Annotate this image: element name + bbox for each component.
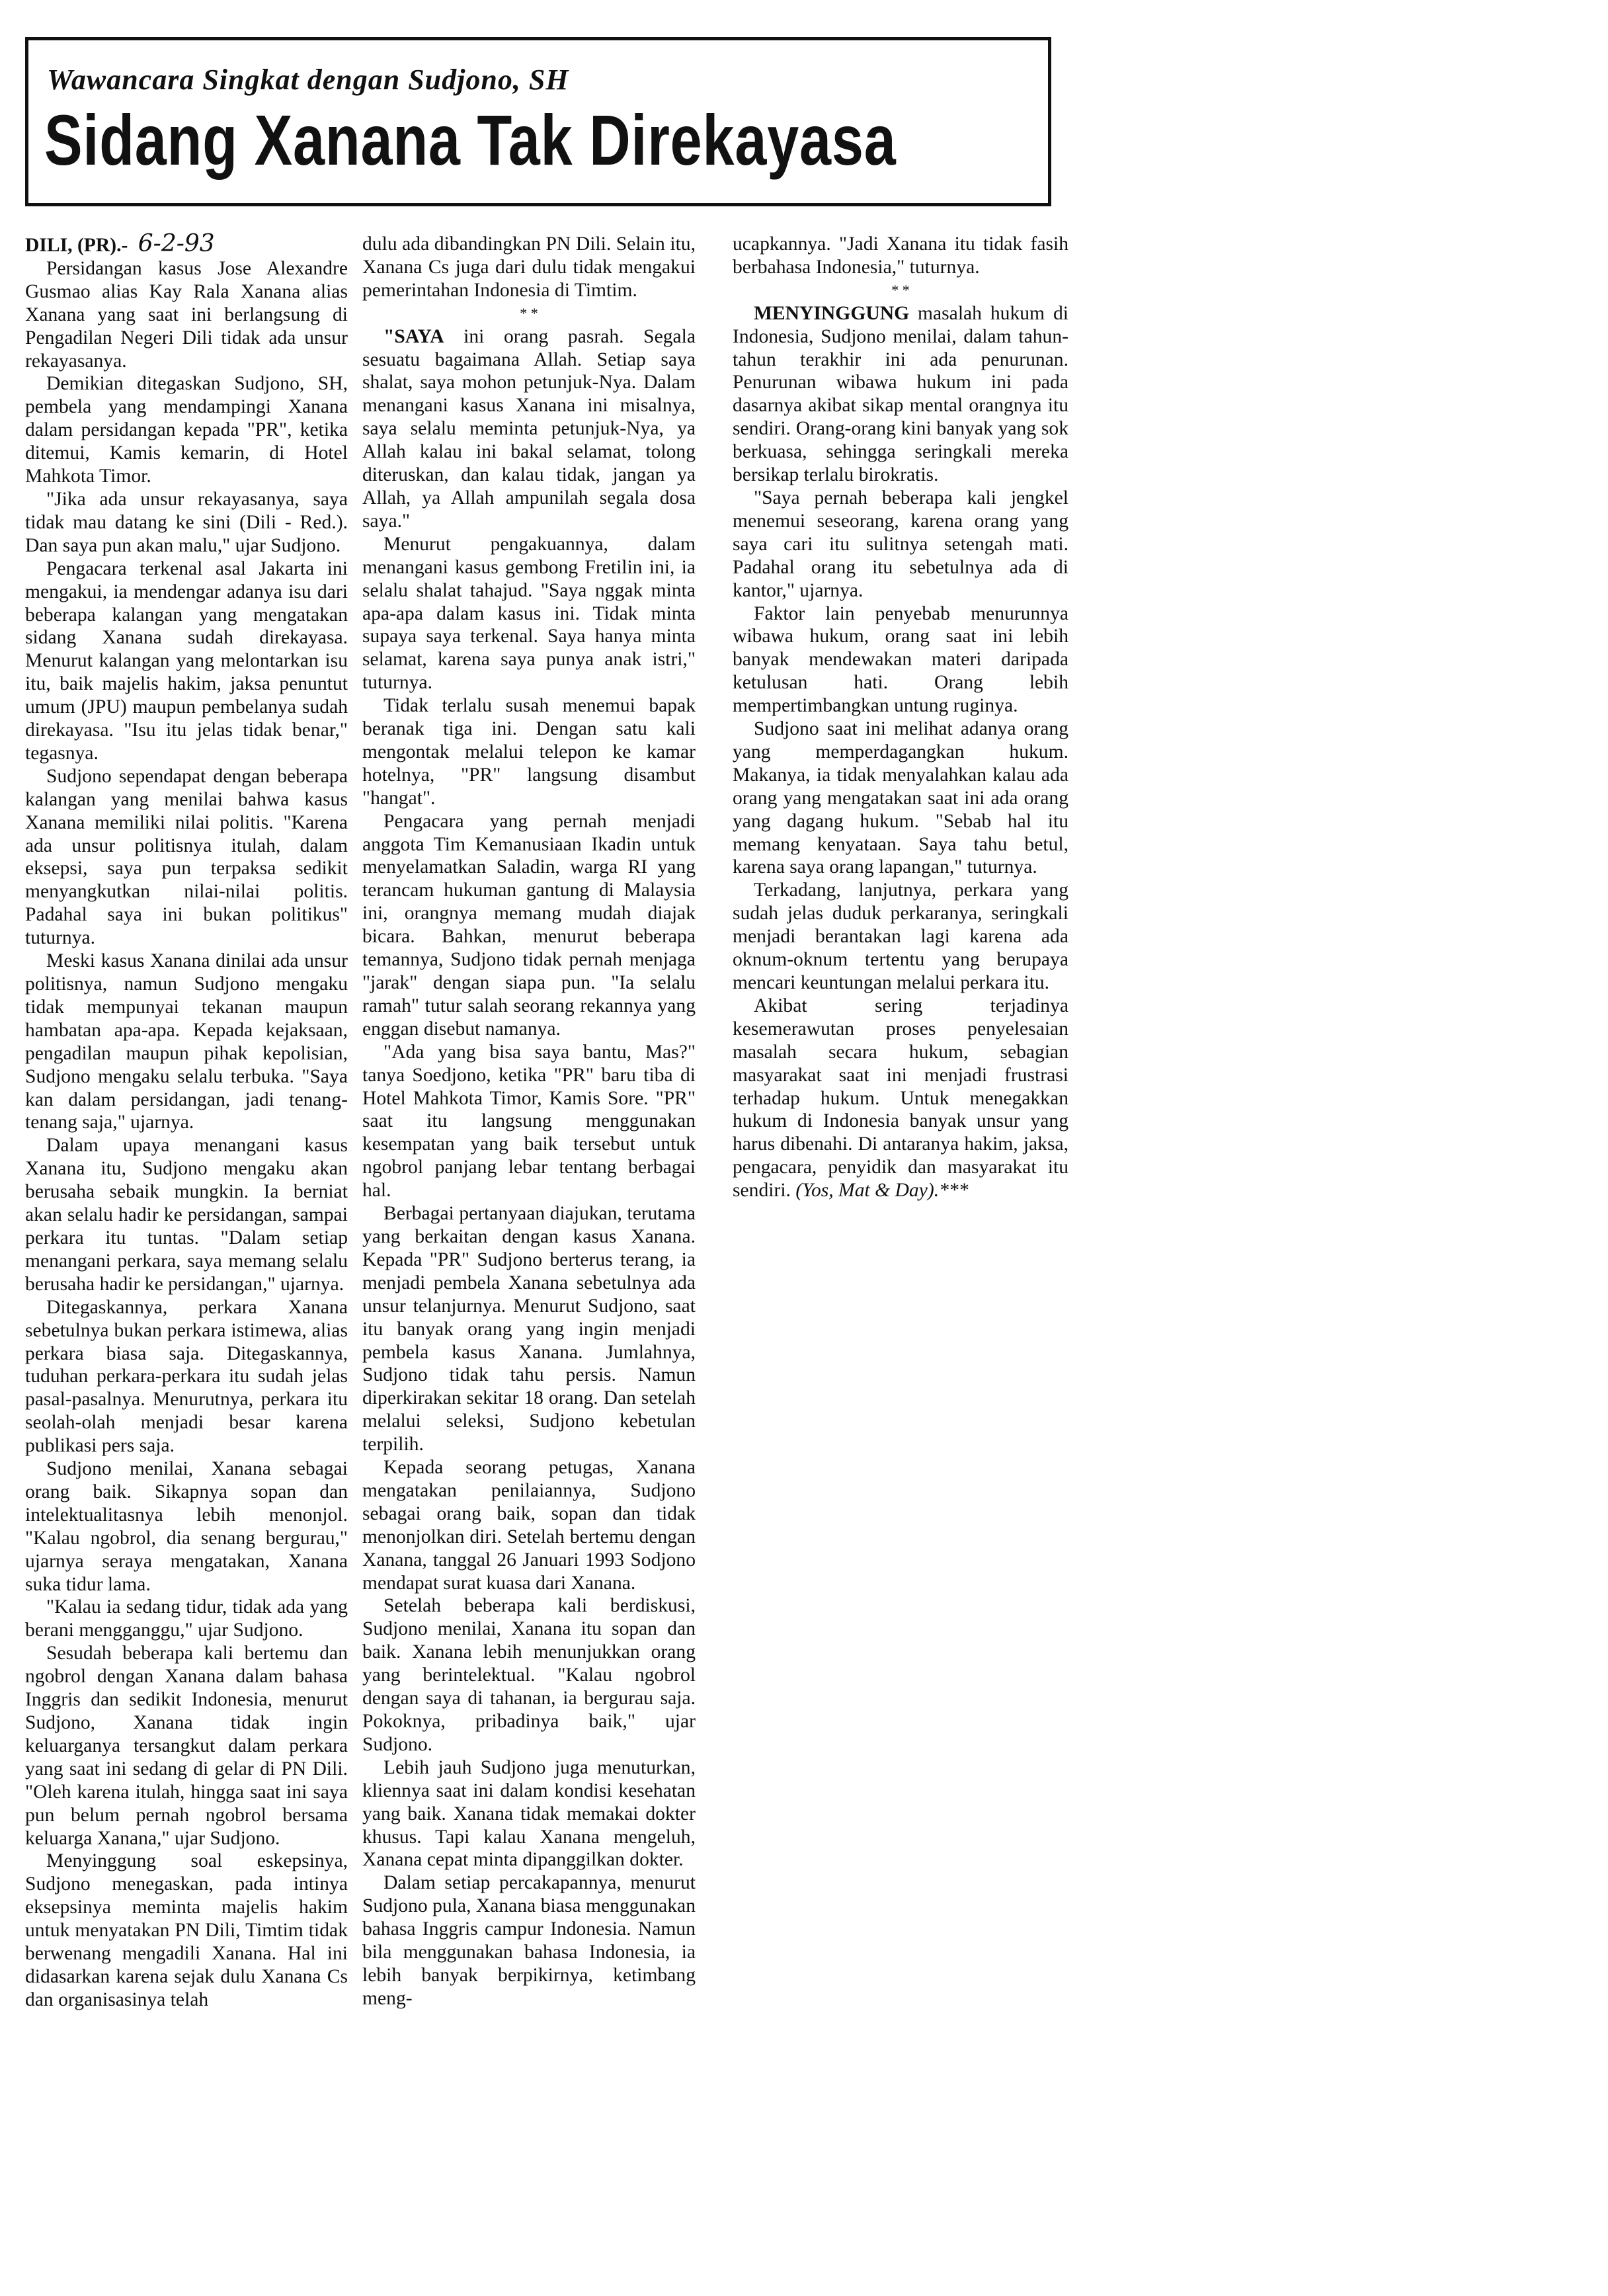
lead-text: ini orang pasrah. Segala sesuatu bagaimana Allah. Setiap saya shalat, saya mohon petunjuk-Nya. Dalam menangani kasus Xanana ini misalnya, saya selalu meminta petunjuk-Nya, ya Allah kalau ini bakal selamat, tolong diteruskan, dan kalau tidak, jangan ya Allah, ya Allah ampunilah segala dosa saya.": [362, 325, 696, 532]
article-column-1: [25, 230, 348, 2012]
article-paragraph: Menurut pengakuannya, dalam menangani kasus gembong Fretilin ini, ia selalu shalat tahajud. "Saya nggak minta apa-apa dalam kasus ini. Tidak minta supaya saya terkenal. Saya hanya minta selamat, karena saya punya anak istri," tuturnya.: [362, 533, 696, 694]
article-column-2: [362, 233, 696, 2010]
section-separator: * *: [891, 281, 910, 298]
dateline-row: [25, 230, 348, 257]
lead-word: MENYINGGUNG: [754, 302, 910, 324]
article-paragraph: Pengacara terkenal asal Jakarta ini mengakui, ia mendengar adanya isu dari beberapa kalangan yang mengatakan sidang Xanana sudah direkayasa. Menurut kalangan yang melontarkan isu itu, baik majelis hakim, jaksa penuntut umum (JPU) maupun pembelanya sudah direkayasa. "Isu itu jelas tidak benar," tegasnya.: [25, 557, 348, 764]
article-paragraph: Pengacara yang pernah menjadi anggota Tim Kemanusiaan Ikadin untuk menyelamatkan Saladin, warga RI yang terancam hukuman gantung di Malaysia ini, orangnya memang mudah diajak bicara. Bahkan, menurut beberapa temannya, Sudjono tidak pernah menjaga "jarak" dengan siapa pun. "Ia selalu ramah" tutur salah seorang rekannya yang enggan disebut namanya.: [362, 810, 696, 1040]
article-paragraph: "Saya pernah beberapa kali jengkel menemui seseorang, karena orang yang saya cari itu sulitnya setengah mati. Padahal orang itu sebetulnya ada di kantor," ujarnya.: [733, 487, 1068, 601]
article-paragraph: Dalam upaya menangani kasus Xanana itu, Sudjono mengaku akan berusaha sebaik mungkin. Ia berniat akan selalu hadir ke persidangan, sampai perkara itu tuntas. "Dalam setiap menangani perkara, saya memang selalu berusaha hadir ke persidangan," ujarnya.: [25, 1135, 348, 1295]
article-paragraph: Menyinggung soal eskepsinya, Sudjono menegaskan, pada intinya eksepsinya meminta majelis hakim untuk menyatakan PN Dili, Timtim tidak berwenang mengadili Xanana. Hal ini didasarkan karena sejak dulu Xanana Cs dan organisasinya telah: [25, 1850, 348, 2010]
column-1-body: [25, 257, 348, 2012]
article-paragraph: Sudjono saat ini melihat adanya orang yang memperdagangkan hukum. Makanya, ia tidak menyalahkan kalau ada orang yang mengatakan saat ini ada orang yang dagang hukum. "Sebab hal itu memang kenyataan. Saya tahu betul, karena saya orang lapangan," tuturnya.: [733, 718, 1068, 878]
article-paragraph: Setelah beberapa kali berdiskusi, Sudjono menilai, Xanana itu sopan dan baik. Xanana lebih menunjukkan orang yang berintelektual. "Kalau ngobrol dengan saya di tahanan, ia bergurau saja. Pokoknya, pribadinya baik," ujar Sudjono.: [362, 1595, 696, 1755]
column-2-lead-paragraph: [362, 325, 696, 533]
article-paragraph: "Jika ada unsur rekayasanya, saya tidak mau datang ke sini (Dili - Red.). Dan saya pun akan malu," ujar Sudjono.: [25, 488, 348, 556]
section-separator: * *: [520, 304, 538, 321]
lead-text: masalah hukum di Indonesia, Sudjono menilai, dalam tahun-tahun terakhir ini ada penurunan. Penurunan wibawa hukum ini pada dasarnya akibat sikap mental orangnya itu sendiri. Orang-orang kini banyak yang sok berkuasa, sehingga seringkali mereka bersikap terlalu birokratis.: [733, 302, 1068, 486]
article-paragraph: Kepada seorang petugas, Xanana mengatakan penilaiannya, Sudjono sebagai orang baik, sopan dan tidak menonjolkan diri. Setelah bertemu dengan Xanana, tanggal 26 Januari 1993 Sodjono mendapat surat kuasa dari Xanana.: [362, 1457, 696, 1594]
article-paragraph: Sudjono sependapat dengan beberapa kalangan yang menilai bahwa kasus Xanana memiliki nilai politis. "Karena ada unsur politisnya itulah, dalam eksepsi, saya pun terpaksa sedikit menyangkutkan nilai-nilai politis. Padahal saya ini bukan politikus" tuturnya.: [25, 765, 348, 949]
article-paragraph: Terkadang, lanjutnya, perkara yang sudah jelas duduk perkaranya, seringkali menjadi berantakan lagi karena ada oknum-oknum tertentu yang berupaya mencari keuntungan melalui perkara itu.: [733, 880, 1068, 993]
column-3-body: [733, 487, 1068, 1202]
dateline: DILI, (PR).-: [25, 235, 128, 256]
article-paragraph: Akibat sering terjadinya kesemerawutan proses penyelesaian masalah secara hukum, sebagian masyarakat saat ini menjadi frustrasi terhadap hukum. Untuk menegakkan hukum di Indonesia banyak unsur yang harus dibenahi. Di antaranya hakim, jaksa, pengacara, penyidik dan masyarakat itu sendiri. (Yos, Mat & Day).***: [733, 995, 1068, 1202]
article-paragraph: Sudjono menilai, Xanana sebagai orang baik. Sikapnya sopan dan intelektualitasnya lebih menonjol. "Kalau ngobrol, dia senang bergurau," ujarnya seraya mengatakan, Xanana suka tidur lama.: [25, 1458, 348, 1595]
page-title: Sidang Xanana Tak Direkayasa: [44, 100, 897, 180]
article-paragraph: Ditegaskannya, perkara Xanana sebetulnya bukan perkara istimewa, alias perkara biasa saja. Ditegaskannya, tuduhan perkara-perkara itu sudah jelas pasal-pasalnya. Menurutnya, perkara itu seolah-olah menjadi besar karena publikasi pers saja.: [25, 1296, 348, 1457]
article-paragraph: Sesudah beberapa kali bertemu dan ngobrol dengan Xanana dalam bahasa Inggris dan sedikit Indonesia, menurut Sudjono, Xanana tidak ingin keluarganya tersangkut dalam perkara yang saat ini sedang di gelar di PN Dili. "Oleh karena itulah, hingga saat ini saya pun belum pernah ngobrol bersama keluarga Xanana," ujar Sudjono.: [25, 1643, 348, 1849]
article-paragraph: Demikian ditegaskan Sudjono, SH, pembela yang mendampingi Xanana dalam persidangan kepada "PR", ketika ditemui, Kamis kemarin, di Hotel Mahkota Timor.: [25, 373, 348, 487]
handwritten-date: 6-2-93: [138, 230, 215, 257]
article-paragraph: Meski kasus Xanana dinilai ada unsur politisnya, namun Sudjono mengaku tidak mempunyai tekanan maupun hambatan apa-apa. Kepada kejaksaan, pengadilan maupun pihak kepolisian, Sudjono mengaku selalu terbuka. "Saya kan dalam persidangan, jadi tenang-tenang saja," ujarnya.: [25, 950, 348, 1133]
column-2-continuation: dulu ada dibandingkan PN Dili. Selain itu, Xanana Cs juga dari dulu tidak mengakui pemerintahan Indonesia di Timtim.: [362, 233, 696, 301]
article-paragraph: Lebih jauh Sudjono juga menuturkan, kliennya saat ini dalam kondisi kesehatan yang baik. Xanana tidak memakai dokter khusus. Tapi kalau Xanana mengeluh, Xanana cepat minta dipanggilkan dokter.: [362, 1756, 696, 1871]
article-paragraph: Tidak terlalu susah menemui bapak beranak tiga ini. Dengan satu kali mengontak melalui telepon ke kamar hotelnya, "PR" langsung disambut "hangat".: [362, 695, 696, 809]
article-paragraph: Dalam setiap percakapannya, menurut Sudjono pula, Xanana biasa menggunakan bahasa Inggris campur Indonesia. Namun bila menggunakan bahasa Indonesia, ia lebih banyak berpikirnya, ketimbang meng-: [362, 1872, 696, 2009]
article-paragraph: Persidangan kasus Jose Alexandre Gusmao alias Kay Rala Xanana alias Xanana yang saat ini berlangsung di Pengadilan Negeri Dili tidak ada unsur rekayasanya.: [25, 257, 348, 372]
kicker: Wawancara Singkat dengan Sudjono, SH: [47, 63, 569, 96]
article-paragraph: "Ada yang bisa saya bantu, Mas?" tanya Soedjono, ketika "PR" baru tiba di Hotel Mahkota Timor, Kamis Sore. "PR" saat itu langsung menggunakan kesempatan yang baik tersebut untuk ngobrol panjang lebar tentang berbagai hal.: [362, 1041, 696, 1202]
column-2-body: [362, 533, 696, 2010]
article-paragraph: Faktor lain penyebab menurunnya wibawa hukum, orang saat ini lebih banyak mendewakan materi daripada ketulusan hati. Orang lebih mempertimbangkan untung ruginya.: [733, 602, 1068, 717]
column-3-lead-paragraph: [733, 302, 1068, 487]
headline-box: [25, 37, 1051, 206]
lead-word: "SAYA: [383, 325, 444, 347]
byline: (Yos, Mat & Day).***: [790, 1180, 969, 1202]
article-column-3: [733, 233, 1068, 1202]
article-paragraph: "Kalau ia sedang tidur, tidak ada yang berani mengganggu," ujar Sudjono.: [25, 1596, 348, 1641]
column-3-continuation: ucapkannya. "Jadi Xanana itu tidak fasih berbahasa Indonesia," tuturnya.: [733, 233, 1068, 278]
article-paragraph: Berbagai pertanyaan diajukan, terutama yang berkaitan dengan kasus Xanana. Kepada "PR" Sudjono berterus terang, ia menjadi pembela Xanana sebetulnya ada unsur telanjurnya. Menurut Sudjono, saat itu banyak orang yang ingin menjadi pembela kasus Xanana. Jumlahnya, Sudjono tidak tahu persis. Namun diperkirakan sekitar 18 orang. Dan setelah melalui seleksi, Sudjono kebetulan terpilih.: [362, 1203, 696, 1456]
